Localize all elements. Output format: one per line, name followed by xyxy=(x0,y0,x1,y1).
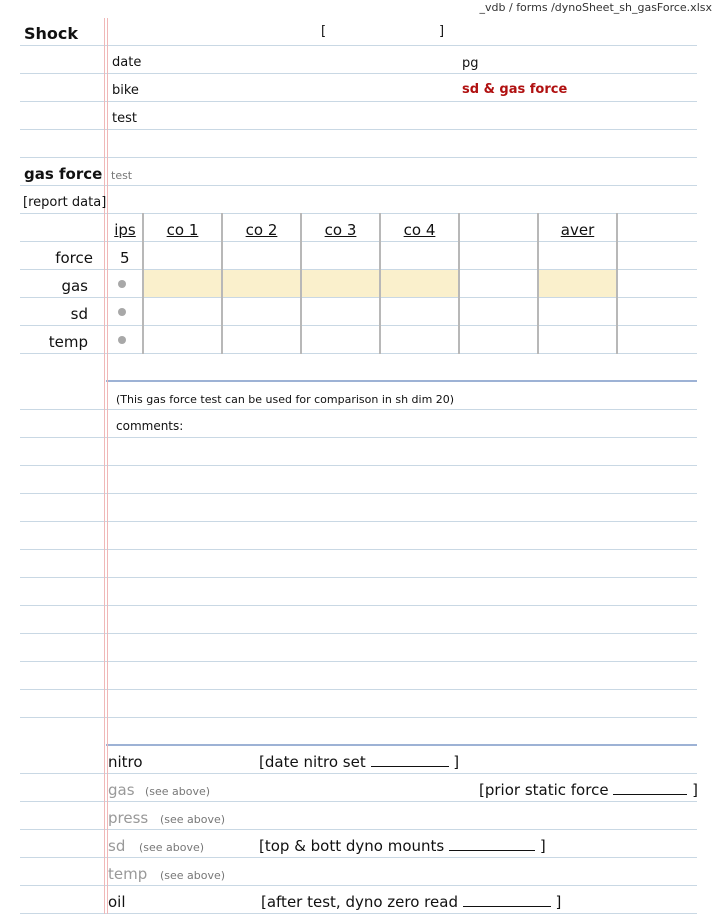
rule-line xyxy=(20,549,697,550)
section-title: gas force xyxy=(24,165,103,183)
rule-line xyxy=(20,241,697,242)
temp-see-above: (see above) xyxy=(160,869,226,882)
rule-line xyxy=(20,661,697,662)
rule-line xyxy=(20,829,697,830)
sd-see-above: (see above) xyxy=(139,841,205,854)
rule-line xyxy=(20,213,697,214)
rule-line xyxy=(20,801,697,802)
dyno-mounts-blank xyxy=(449,838,535,851)
col-header-ips: ips xyxy=(114,221,136,239)
grid-line xyxy=(458,213,460,354)
rule-line xyxy=(20,297,697,298)
dyno-zero-read-label: [after test, dyno zero read xyxy=(261,893,458,911)
row-label-sd: sd xyxy=(70,305,88,323)
page-title: Shock xyxy=(24,24,79,43)
comments-label: comments: xyxy=(116,419,184,433)
temp-label: temp xyxy=(108,865,148,883)
bullet-icon xyxy=(118,280,126,288)
test-hint: test xyxy=(111,169,133,182)
oil-label: oil xyxy=(108,893,126,911)
rule-line xyxy=(20,605,697,606)
rule-line xyxy=(20,157,697,158)
rule-line xyxy=(20,689,697,690)
rule-line xyxy=(20,885,697,886)
rule-line xyxy=(20,633,697,634)
dyno-mounts-field[interactable] xyxy=(259,837,546,855)
margin-line xyxy=(104,18,105,914)
col-header-aver: aver xyxy=(560,221,595,239)
rule-line xyxy=(20,101,697,102)
rule-line xyxy=(20,577,697,578)
row-label-gas: gas xyxy=(61,277,88,295)
rule-line xyxy=(20,493,697,494)
dyno-zero-read-close: ] xyxy=(555,893,562,911)
date-nitro-set-blank xyxy=(371,754,449,767)
file-path: _vdb / forms /dynoSheet_sh_gasForce.xlsx xyxy=(479,1,712,14)
rule-line xyxy=(20,437,697,438)
row-label-temp: temp xyxy=(48,333,88,351)
rule-line xyxy=(20,409,697,410)
col-header-co1: co 1 xyxy=(166,221,199,239)
bike-label: bike xyxy=(112,83,139,98)
prior-static-force-field[interactable] xyxy=(479,781,698,799)
sd-label: sd xyxy=(108,837,126,855)
dyno-mounts-label: [top & bott dyno mounts xyxy=(259,837,445,855)
date-nitro-set-close: ] xyxy=(453,753,460,771)
test-label: test xyxy=(112,111,137,126)
rule-line xyxy=(20,717,697,718)
press-see-above: (see above) xyxy=(160,813,226,826)
pg-label: pg xyxy=(462,56,479,71)
section-divider xyxy=(106,380,697,382)
col-header-co4: co 4 xyxy=(403,221,436,239)
rule-line xyxy=(20,773,697,774)
bullet-icon xyxy=(118,336,126,344)
gas-see-above: (see above) xyxy=(145,785,211,798)
dyno-mounts-close: ] xyxy=(539,837,546,855)
dyno-zero-read-field[interactable] xyxy=(261,893,561,911)
rule-line xyxy=(20,465,697,466)
row-label-force: force xyxy=(55,249,93,267)
section-divider xyxy=(106,744,697,746)
rule-line xyxy=(20,353,697,354)
comparison-note: (This gas force test can be used for comparison in sh dim 20) xyxy=(116,393,455,406)
bracket-open: [ xyxy=(321,24,327,39)
rule-line xyxy=(20,185,697,186)
report-data-label: [report data] xyxy=(23,195,107,210)
prior-static-force-blank xyxy=(613,782,687,795)
gas-average-cell xyxy=(539,270,616,297)
dyno-zero-read-blank xyxy=(463,894,551,907)
force-ips-value: 5 xyxy=(120,249,130,267)
nitro-label: nitro xyxy=(108,753,143,771)
date-label: date xyxy=(112,55,142,70)
col-header-co3: co 3 xyxy=(324,221,357,239)
date-nitro-set-field[interactable] xyxy=(259,753,459,771)
prior-static-force-label: [prior static force xyxy=(479,781,609,799)
prior-static-force-close: ] xyxy=(692,781,698,799)
bullet-icon xyxy=(118,308,126,316)
margin-line xyxy=(107,18,108,914)
gas-label: gas xyxy=(108,781,135,799)
col-header-co2: co 2 xyxy=(245,221,278,239)
rule-line xyxy=(20,325,697,326)
rule-line xyxy=(20,45,697,46)
bracket-close: ] xyxy=(439,24,445,39)
rule-line xyxy=(20,129,697,130)
rule-line xyxy=(20,521,697,522)
rule-line xyxy=(20,73,697,74)
press-label: press xyxy=(108,809,149,827)
rule-line xyxy=(20,857,697,858)
grid-line xyxy=(616,213,618,354)
date-nitro-set-label: [date nitro set xyxy=(259,753,366,771)
test-type: sd & gas force xyxy=(462,82,568,97)
